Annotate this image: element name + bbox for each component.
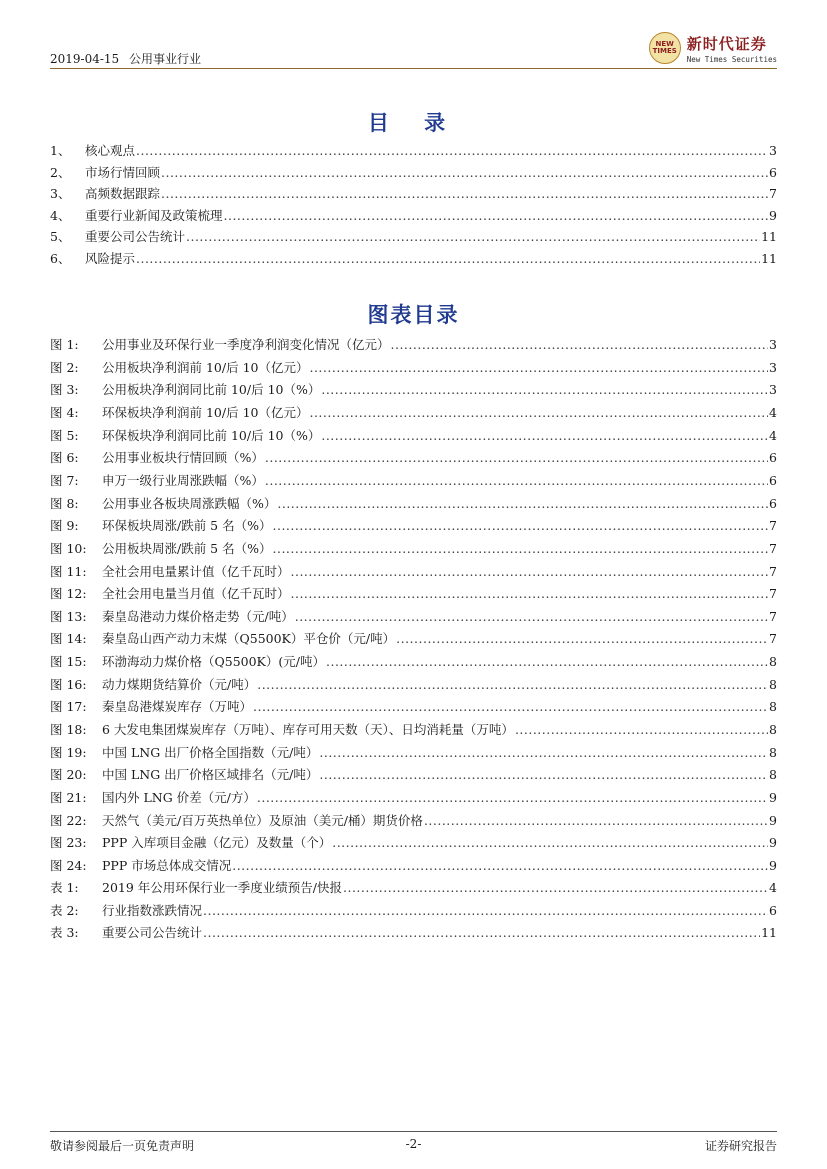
figure-entry-page: 9 <box>769 790 777 805</box>
figure-entry-num: 图 18: <box>50 722 87 738</box>
figure-entry-page: 8 <box>769 722 777 738</box>
dot-leader <box>265 473 768 489</box>
figure-entry-page: 6 <box>769 472 777 488</box>
figure-entry[interactable] <box>50 677 777 699</box>
figure-entry-page: 3 <box>769 359 777 375</box>
toc-entry-num: 6、 <box>50 251 71 266</box>
page-footer <box>50 1131 777 1153</box>
toc-entry-num: 4、 <box>50 207 71 223</box>
table-entry-num: 表 3: <box>50 925 79 940</box>
table-entry[interactable] <box>50 925 777 947</box>
table-entry-text: 行业指数涨跌情况 <box>102 902 203 918</box>
table-entry-num: 表 1: <box>50 880 79 895</box>
figure-entry-page: 6 <box>769 495 777 511</box>
figure-entry-text: 公用板块净利润前 10/后 10（亿元） <box>102 359 309 375</box>
dot-leader <box>277 496 768 512</box>
toc-entry-num: 5、 <box>50 229 71 245</box>
dot-leader <box>309 405 768 421</box>
dot-leader <box>273 541 769 557</box>
figure-entry-num: 图 9: <box>50 518 79 534</box>
dot-leader <box>203 925 760 941</box>
dot-leader <box>136 251 760 267</box>
figure-entry-page: 9 <box>769 835 777 851</box>
figure-entry-text: 公用事业板块行情回顾（%） <box>102 450 264 466</box>
figure-entry-text: 秦皇岛港煤炭库存（万吨） <box>102 699 253 715</box>
figure-entry-num: 图 16: <box>50 676 87 692</box>
figure-entry-num: 图 19: <box>50 744 87 760</box>
table-entry-page: 6 <box>769 902 777 918</box>
dot-leader <box>136 143 768 159</box>
figure-entry-num: 图 13: <box>50 608 87 624</box>
figure-entry-page: 3 <box>769 337 777 352</box>
dot-leader <box>309 360 768 376</box>
table-entry-page: 11 <box>761 925 777 940</box>
toc-entry-page: 6 <box>769 164 777 180</box>
figure-entry-num: 图 24: <box>50 857 87 873</box>
figure-entry-text: 6 大发电集团煤炭库存（万吨）、库存可用天数（天）、日均消耗量（万吨） <box>102 722 514 738</box>
toc-entry-num: 2、 <box>50 164 71 180</box>
figure-entry-text: 中国 LNG 出厂价格全国指数（元/吨） <box>102 744 319 760</box>
figure-entry-num: 图 11: <box>50 563 87 579</box>
figure-entry-text: 秦皇岛港动力煤价格走势（元/吨） <box>102 608 294 624</box>
figure-entry[interactable] <box>50 473 777 495</box>
figure-entry-num: 图 15: <box>50 654 87 670</box>
figure-entry-page: 7 <box>769 518 777 534</box>
toc-entry-text: 高频数据跟踪 <box>85 186 161 202</box>
figure-entry[interactable] <box>50 360 777 382</box>
figure-entry-text: 环保板块净利润前 10/后 10（亿元） <box>102 404 309 420</box>
page-header <box>50 34 777 69</box>
figure-entry[interactable] <box>50 631 777 653</box>
dot-leader <box>332 835 768 851</box>
figure-entry-page: 6 <box>769 450 777 466</box>
figure-entry-num: 图 23: <box>50 835 87 851</box>
table-entry-text: 2019 年公用环保行业一季度业绩预告/快报 <box>102 880 342 895</box>
figure-entry-text: 中国 LNG 出厂价格区域排名（元/吨） <box>102 767 319 783</box>
figure-entry-text: 公用板块周涨/跌前 5 名（%） <box>102 540 272 556</box>
figure-entry[interactable] <box>50 382 777 404</box>
toc-entry-text: 风险提示 <box>85 251 136 266</box>
dot-leader <box>265 450 768 466</box>
disclaimer-note: 敬请参阅最后一页免责声明 <box>50 1139 195 1153</box>
figure-entry[interactable] <box>50 790 777 812</box>
toc-entry-num: 1、 <box>50 143 71 158</box>
toc-entry-text: 核心观点 <box>85 143 136 158</box>
figure-entry-text: 申万一级行业周涨跌幅（%） <box>102 472 264 488</box>
figure-entry-num: 图 2: <box>50 359 79 375</box>
toc-entry-page: 7 <box>769 186 777 202</box>
dot-leader <box>391 337 769 353</box>
figure-entry-num: 图 12: <box>50 586 87 602</box>
figure-entry-num: 图 3: <box>50 382 79 398</box>
dot-leader <box>515 722 768 738</box>
dot-leader <box>224 208 769 224</box>
figure-entry-page: 7 <box>769 563 777 579</box>
figure-entry-num: 图 8: <box>50 495 79 511</box>
figure-entry[interactable] <box>50 609 777 631</box>
dot-leader <box>253 699 768 715</box>
figure-entry-num: 图 5: <box>50 427 79 443</box>
dot-leader <box>321 428 768 444</box>
figure-entry-text: 公用事业各板块周涨跌幅（%） <box>102 495 277 511</box>
figure-entry-num: 图 6: <box>50 450 79 466</box>
dot-leader <box>295 609 768 625</box>
figure-entry-text: 全社会用电量累计值（亿千瓦时） <box>102 563 290 579</box>
figure-entry[interactable] <box>50 813 777 835</box>
figure-entry-num: 图 17: <box>50 699 87 715</box>
toc-entry[interactable] <box>50 229 777 251</box>
dot-leader <box>257 790 768 806</box>
dot-leader <box>186 229 760 245</box>
company-logo <box>649 32 777 64</box>
figure-entry-text: 环渤海动力煤价格（Q5500K）(元/吨） <box>102 654 325 670</box>
toc-title: 目 录 <box>367 111 460 135</box>
toc-entry[interactable] <box>50 208 777 230</box>
dot-leader <box>161 186 768 202</box>
report-type: 证券研究报告 <box>704 1139 777 1153</box>
dot-leader <box>396 631 768 647</box>
figure-entry-text: 全社会用电量当月值（亿千瓦时） <box>102 586 290 602</box>
figure-toc-title: 图表目录 <box>367 303 460 327</box>
dot-leader <box>319 745 768 761</box>
figure-entry[interactable] <box>50 405 777 427</box>
page-number: -2- <box>405 1137 422 1151</box>
header-industry: 公用事业行业 <box>129 52 202 66</box>
table-entry-num: 表 2: <box>50 902 79 918</box>
figure-entry[interactable] <box>50 564 777 586</box>
figure-entry[interactable] <box>50 337 777 359</box>
figure-entry-num: 图 21: <box>50 790 87 805</box>
figure-entry[interactable] <box>50 858 777 880</box>
dot-leader <box>273 518 769 534</box>
toc-entry[interactable] <box>50 186 777 208</box>
dot-leader <box>232 858 768 874</box>
dot-leader <box>326 654 768 670</box>
figure-entry[interactable] <box>50 767 777 789</box>
figure-entry-page: 8 <box>769 699 777 715</box>
figure-entry-page: 7 <box>769 608 777 624</box>
figure-entry-page: 7 <box>769 586 777 602</box>
figure-entry[interactable] <box>50 450 777 472</box>
figure-entry-num: 图 14: <box>50 631 87 647</box>
dot-leader <box>291 586 769 602</box>
dot-leader <box>343 880 768 896</box>
logo-name-cn: 新时代证券 <box>686 34 767 53</box>
header-info <box>50 50 207 67</box>
figure-entry[interactable] <box>50 541 777 563</box>
toc-entry-num: 3、 <box>50 186 71 202</box>
figure-entry-num: 图 10: <box>50 540 87 556</box>
toc-entry-page: 3 <box>769 143 777 158</box>
dot-leader <box>257 677 768 693</box>
toc-entry-page: 9 <box>769 207 777 223</box>
table-entry[interactable] <box>50 903 777 925</box>
figure-entry[interactable] <box>50 428 777 450</box>
figure-entry[interactable] <box>50 835 777 857</box>
figure-entry-page: 8 <box>769 744 777 760</box>
figure-entry-num: 图 20: <box>50 767 87 783</box>
table-entry-text: 重要公司公告统计 <box>102 925 203 940</box>
dot-leader <box>321 382 768 398</box>
figure-entry-text: 公用事业及环保行业一季度净利润变化情况（亿元） <box>102 337 390 352</box>
figure-entry-text: PPP 入库项目金融（亿元）及数量（个） <box>102 835 332 851</box>
figure-entry-page: 4 <box>769 404 777 420</box>
figure-entry[interactable] <box>50 722 777 744</box>
figure-entry[interactable] <box>50 518 777 540</box>
figure-entry[interactable] <box>50 586 777 608</box>
figure-entry-page: 9 <box>769 812 777 828</box>
figure-entry[interactable] <box>50 699 777 721</box>
table-entry-page: 4 <box>769 880 777 895</box>
dot-leader <box>161 165 768 181</box>
dot-leader <box>319 767 768 783</box>
figure-entry-text: 国内外 LNG 价差（元/方） <box>102 790 256 805</box>
figure-entry-text: 秦皇岛山西产动力末煤（Q5500K）平仓价（元/吨） <box>102 631 396 647</box>
figure-entry-num: 图 1: <box>50 337 79 352</box>
figure-entry-text: 公用板块净利润同比前 10/后 10（%） <box>102 382 321 398</box>
dot-leader <box>203 903 768 919</box>
toc-entry[interactable] <box>50 165 777 187</box>
figure-entry-text: PPP 市场总体成交情况 <box>102 857 232 873</box>
logo-name-en: New Times Securities <box>686 54 777 64</box>
figure-entry-num: 图 7: <box>50 472 79 488</box>
logo-mark-icon: NEW TIMES <box>649 32 681 64</box>
figure-entry-text: 天然气（美元/百万英热单位）及原油（美元/桶）期货价格 <box>102 812 423 828</box>
toc-entry[interactable] <box>50 251 777 273</box>
toc-entry-text: 重要公司公告统计 <box>85 229 186 245</box>
toc-entry-text: 市场行情回顾 <box>85 164 161 180</box>
dot-leader <box>424 813 768 829</box>
toc-entry[interactable] <box>50 143 777 165</box>
figure-entry-page: 9 <box>769 857 777 873</box>
toc-entry-page: 11 <box>761 229 777 245</box>
figure-entry-text: 动力煤期货结算价（元/吨） <box>102 676 257 692</box>
table-entry[interactable] <box>50 880 777 902</box>
figure-entry[interactable] <box>50 745 777 767</box>
figure-entry-page: 7 <box>769 631 777 647</box>
figure-entry[interactable] <box>50 496 777 518</box>
figure-entry-page: 4 <box>769 427 777 443</box>
figure-entry-page: 8 <box>769 654 777 670</box>
figure-entry-page: 8 <box>769 676 777 692</box>
figure-entry-text: 环保板块净利润同比前 10/后 10（%） <box>102 427 321 443</box>
figure-entry-page: 7 <box>769 540 777 556</box>
toc-entry-text: 重要行业新闻及政策梳理 <box>85 207 223 223</box>
toc-entry-page: 11 <box>761 251 777 266</box>
figure-entry-page: 3 <box>769 382 777 398</box>
header-date: 2019-04-15 <box>50 52 120 66</box>
figure-entry-text: 环保板块周涨/跌前 5 名（%） <box>102 518 272 534</box>
dot-leader <box>291 564 769 580</box>
figure-entry[interactable] <box>50 654 777 676</box>
figure-entry-page: 8 <box>769 767 777 783</box>
figure-entry-num: 图 22: <box>50 812 87 828</box>
figure-entry-num: 图 4: <box>50 404 79 420</box>
